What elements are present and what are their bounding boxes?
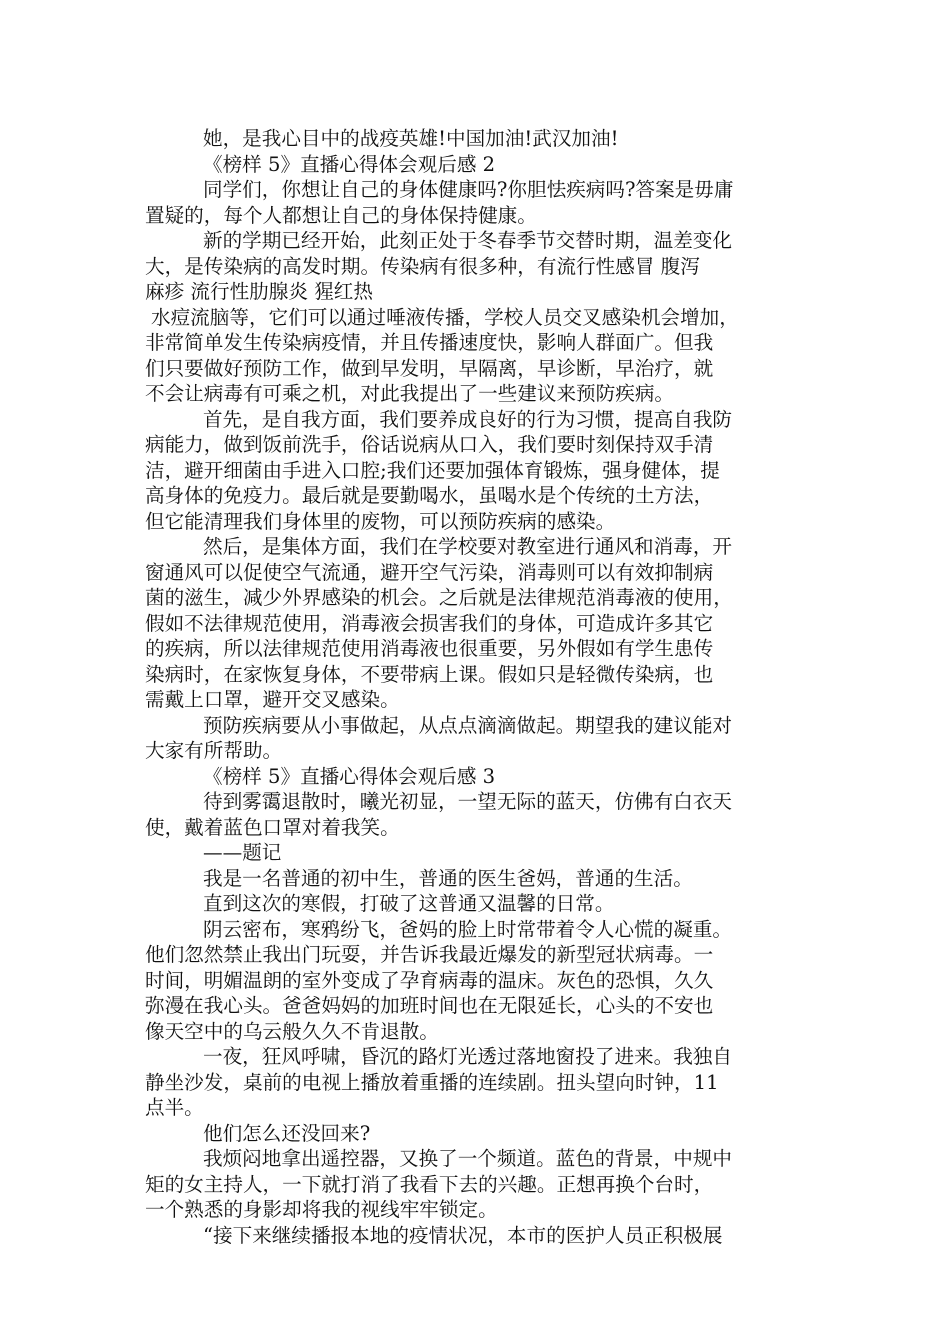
text-line: 他们怎么还没回来? — [203, 1121, 371, 1145]
text-line: 菌的滋生，减少外界感染的机会。之后就是法律规范消毒液的使用， — [145, 586, 733, 609]
text-line: 需戴上口罩，避开交叉感染。 — [145, 688, 400, 711]
text-line: 直到这次的寒假，打破了这普通又温馨的日常。 — [203, 892, 615, 915]
text-line: 点半。 — [145, 1096, 204, 1119]
text-line: 阴云密布，寒鸦纷飞，爸妈的脸上时常带着令人心慌的凝重。 — [203, 917, 733, 941]
text-line: 待到雾霭退散时，曦光初显，一望无际的蓝天，仿佛有白衣天 — [203, 790, 733, 813]
text-line: 的疾病，所以法律规范使用消毒液也很重要，另外假如有学生患传 — [145, 637, 714, 660]
text-line: “接下来继续播报本地的疫情状况，本市的医护人员正积极展 — [203, 1223, 723, 1247]
text-line: 一个熟悉的身影却将我的视线牢牢锁定。 — [145, 1198, 498, 1221]
text-line: 首先，是自我方面，我们要养成良好的行为习惯，提高自我防 — [203, 407, 733, 431]
text-line: 使，戴着蓝色口罩对着我笑。 — [145, 815, 400, 839]
text-line: 不会让病毒有可乘之机，对此我提出了一些建议来预防疾病。 — [145, 382, 675, 405]
text-line: 染病时，在家恢复身体，不要带病上课。假如只是轻微传染病，也 — [145, 662, 714, 686]
text-line: 们只要做好预防工作，做到早发明，早隔离，早诊断，早治疗，就 — [145, 356, 714, 380]
text-line: ——题记 — [203, 841, 282, 864]
text-line: 窗通风可以促使空气流通，避开空气污染，消毒则可以有效抑制病 — [145, 560, 714, 584]
text-line: 置疑的，每个人都想让自己的身体保持健康。 — [145, 203, 537, 227]
text-line: 麻疹 流行性肋腺炎 猩红热 — [145, 280, 373, 303]
text-line: 我烦闷地拿出遥控器，又换了一个频道。蓝色的背景，中规中 — [203, 1147, 733, 1170]
text-line: 静坐沙发，桌前的电视上播放着重播的连续剧。扭头望向时钟，11 — [145, 1070, 719, 1094]
text-line: 像天空中的乌云般久久不肯退散。 — [145, 1019, 439, 1043]
text-line: 矩的女主持人，一下就打消了我看下去的兴趣。正想再换个台时， — [145, 1172, 714, 1196]
text-line: 病能力，做到饭前洗手，俗话说病从口入，我们要时刻保持双手清 — [145, 433, 714, 456]
text-line: 非常简单发生传染病疫情，并且传播速度快，影响人群面广。但我 — [145, 331, 714, 354]
text-line: 一夜，狂风呼啸，昏沉的路灯光透过落地窗投了进来。我独自 — [203, 1045, 733, 1068]
text-line: 高身体的免疫力。最后就是要勤喝水，虽喝水是个传统的土方法， — [145, 484, 714, 507]
text-line: 但它能清理我们身体里的废物，可以预防疾病的感染。 — [145, 509, 616, 533]
text-line: 然后，是集体方面，我们在学校要对教室进行通风和消毒，开 — [203, 535, 733, 558]
text-line: 预防疾病要从小事做起，从点点滴滴做起。期望我的建议能对 — [203, 713, 733, 737]
text-line: 洁，避开细菌由手进入口腔;我们还要加强体育锻炼，强身健体，提 — [145, 458, 720, 482]
text-line: 他们忽然禁止我出门玩耍，并告诉我最近爆发的新型冠状病毒。一 — [145, 943, 714, 966]
section-heading: 《榜样 5》直播心得体会观后感 2 — [203, 152, 496, 176]
text-line: 新的学期已经开始，此刻正处于冬春季节交替时期，温差变化 — [203, 229, 733, 252]
text-line: 同学们，你想让自己的身体健康吗?你胆怯疾病吗?答案是毋庸 — [203, 178, 734, 201]
text-line: 假如不法律规范使用，消毒液会损害我们的身体，可造成许多其它 — [145, 611, 714, 635]
text-line: 弥漫在我心头。爸爸妈妈的加班时间也在无限延长，心头的不安也 — [145, 994, 714, 1017]
section-heading: 《榜样 5》直播心得体会观后感 3 — [203, 764, 496, 788]
text-line: 大，是传染病的高发时期。传染病有很多种，有流行性感冒 腹泻 — [145, 254, 700, 278]
text-line: 大家有所帮助。 — [145, 739, 283, 762]
text-line: 她，是我心目中的战疫英雄!中国加油!武汉加油! — [203, 127, 619, 150]
text-line: 时间，明媚温朗的室外变成了孕育病毒的温床。灰色的恐惧，久久 — [145, 968, 714, 992]
text-line: 水痘流脑等，它们可以通过唾液传播，学校人员交叉感染机会增加， — [151, 305, 739, 329]
text-line: 我是一名普通的初中生，普通的医生爸妈，普通的生活。 — [203, 866, 693, 890]
document-body — [145, 126, 815, 1248]
